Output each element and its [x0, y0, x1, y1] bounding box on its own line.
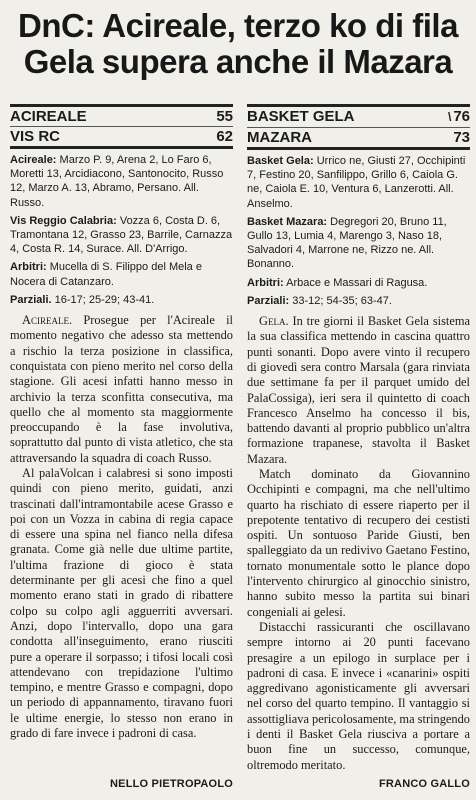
- box-text: Arbace e Massari di Ragusa.: [283, 276, 428, 289]
- team-points: 55: [216, 108, 233, 125]
- team-name: VIS RC: [10, 128, 61, 145]
- box-line: [10, 214, 233, 257]
- box-line: [247, 215, 470, 272]
- right-article: [247, 314, 470, 773]
- box-line: [247, 294, 470, 308]
- article-paragraph: Al palaVolcan i calabresi si sono imposti quindi con pieno merito, guidati, anzi trascinati dall'intramontabile acese Grasso e poi con un Vozza in cabina di regia capace di essere una spina nel fianco nella difesa granata. Come già nelle due ultime partite, l'ultima frazione di gioco è stata determinante per gli acesi che fino a quel momento erano stati in grado di ribattere colpo su colpo agli agguerriti avversari. Anzi, dopo l'intervallo, dopo una gara condotta all'inseguimento, erano riusciti pure a operare il sorpasso; i tifosi locali così attendevano con trepidazione l'ultimo tempino, e mentre Grasso e compagni, dopo un periodo di appannamento, tiravano fuori le ultime energie, lo stesso non erano in grado di fare invece i padroni di casa.: [10, 466, 233, 741]
- box-line: [10, 153, 233, 210]
- left-score-table: [10, 104, 233, 149]
- box-text: Mucella di S. Filippo del Mela e Nocera di Catanzaro.: [10, 261, 202, 288]
- box-text: Urrico ne, Giusti 27, Occhipinti 7, Festino 20, Sanfilippo, Grillo 6, Caiola G. ne, Caiola E. 10, Ventura 6, Lanzerotti. All. Anselmo.: [247, 155, 466, 210]
- box-text: Vozza 6, Costa D. 6, Tramontana 12, Grasso 23, Barrile, Carnazza 4, Costa R. 14, Surace. All. D'Arrigo.: [10, 214, 233, 256]
- article-dateline: Acireale.: [22, 313, 73, 328]
- headline-line-2: Gela supera anche il Mazara: [23, 43, 453, 80]
- article-paragraph: Distacchi rassicuranti che oscillavano sempre intorno ai 20 punti facevano presagire a un epilogo in surplace per i padroni di casa. E invece i «canarini» ospiti aggredivano agonisticamente gli avversari nel corso del quarto tempino. Il vantaggio si assottigliava pericolosamente, ma stringendo i denti il Basket Gela riusciva a portare a buon fine un successo, comunque, oltremodo meritato.: [247, 619, 470, 772]
- article-columns: [10, 104, 470, 800]
- left-article: [10, 313, 233, 741]
- paragraph-text: In tre giorni il Basket Gela sistema la sua classifica mettendo in cascina quattro punti sonanti. Dopo avere vinto il recupero di giovedì sera contro Marsala (gara rinviata due settimane fa per il parquet umido del PalaCossiga), ieri sera il quintetto di coach Francesco Anselmo ha concesso il bis, battendo davanti al proprio pubblico un'altra formazione trapanese, stavolta il Basket Mazara.: [247, 314, 470, 466]
- box-label: Arbitri:: [247, 276, 284, 289]
- paragraph-text: Prosegue per l'Acireale il momento negativo che adesso sta mettendo a rischio la terza posizione in classifica, conquistata con pieno merito nel corso della stagione. Gli acesi infatti hanno messo in archivio la terza sconfitta consecutiva, ma quello che al momento sta maggiormente preoccupando è la fase involutiva, soprattutto dal punto di vista atletico, che sta attraversando la squadra di coach Russo.: [10, 313, 233, 465]
- right-column: [247, 104, 470, 800]
- team-points: 73: [453, 129, 470, 146]
- score-row-away: [10, 126, 233, 146]
- score-row-home: [247, 107, 470, 127]
- headline: [0, 0, 476, 80]
- box-line: [10, 260, 233, 288]
- box-line: [247, 154, 470, 211]
- right-score-table: [247, 104, 470, 150]
- team-points: [448, 107, 470, 127]
- pen-mark: \: [447, 110, 452, 124]
- author-signature: NELLO PIETROPAOLO: [110, 778, 233, 790]
- article-paragraph: [247, 314, 470, 467]
- box-label: Basket Gela:: [247, 155, 314, 167]
- box-label: Arbitri:: [10, 261, 47, 274]
- box-label: Basket Mazara:: [247, 215, 328, 228]
- box-text: Degregori 20, Bruno 11, Gullo 13, Lumia 4, Marengo 3, Naso 18, Salvadori 4, Marrone ne, Rizzo ne. All. Bonanno.: [247, 215, 447, 271]
- points-value: 76: [453, 108, 470, 125]
- headline-line-1: DnC: Acireale, terzo ko di fila: [18, 7, 458, 44]
- box-text: 33-12; 54-35; 63-47.: [289, 294, 392, 307]
- box-label: Parziali:: [247, 294, 290, 307]
- box-label: Parziali.: [10, 293, 52, 306]
- team-name: BASKET GELA: [247, 108, 355, 125]
- article-paragraph: [10, 313, 233, 466]
- left-column: [10, 104, 233, 800]
- article-paragraph: Match dominato da Giovannino Occhipinti e compagni, ma che nell'ultimo quarto ha rischiato di essere riaperto per il prepotente tentativo di recupero dei cestisti ospiti. Un sontuoso Paride Giusti, ben spalleggiato da un redivivo Gaetano Festino, tornato monumentale sotto le plance dopo l'intervento chirurgico al ginocchio sinistro, hanno subito messo la partita sui binari congeniali ai gelesi.: [247, 467, 470, 619]
- box-text: 16-17; 25-29; 43-41.: [51, 293, 155, 306]
- left-box-score: [10, 153, 233, 311]
- right-box-score: [247, 154, 470, 312]
- box-label: Acireale:: [10, 154, 57, 166]
- box-text: Marzo P. 9, Arena 2, Lo Faro 6, Moretti 13, Arcidiacono, Santonocito, Russo 12, Marzo A. 13, Abramo, Persano. All. Russo.: [10, 154, 224, 209]
- team-name: ACIREALE: [10, 108, 87, 125]
- team-points: 62: [216, 128, 233, 145]
- author-signature: FRANCO GALLO: [378, 778, 470, 790]
- box-line: [247, 276, 470, 290]
- score-row-away: [247, 127, 470, 147]
- team-name: MAZARA: [247, 129, 312, 146]
- score-row-home: [10, 107, 233, 126]
- article-dateline: Gela.: [259, 314, 289, 329]
- box-line: [10, 293, 233, 307]
- box-label: Vis Reggio Calabria:: [10, 214, 117, 227]
